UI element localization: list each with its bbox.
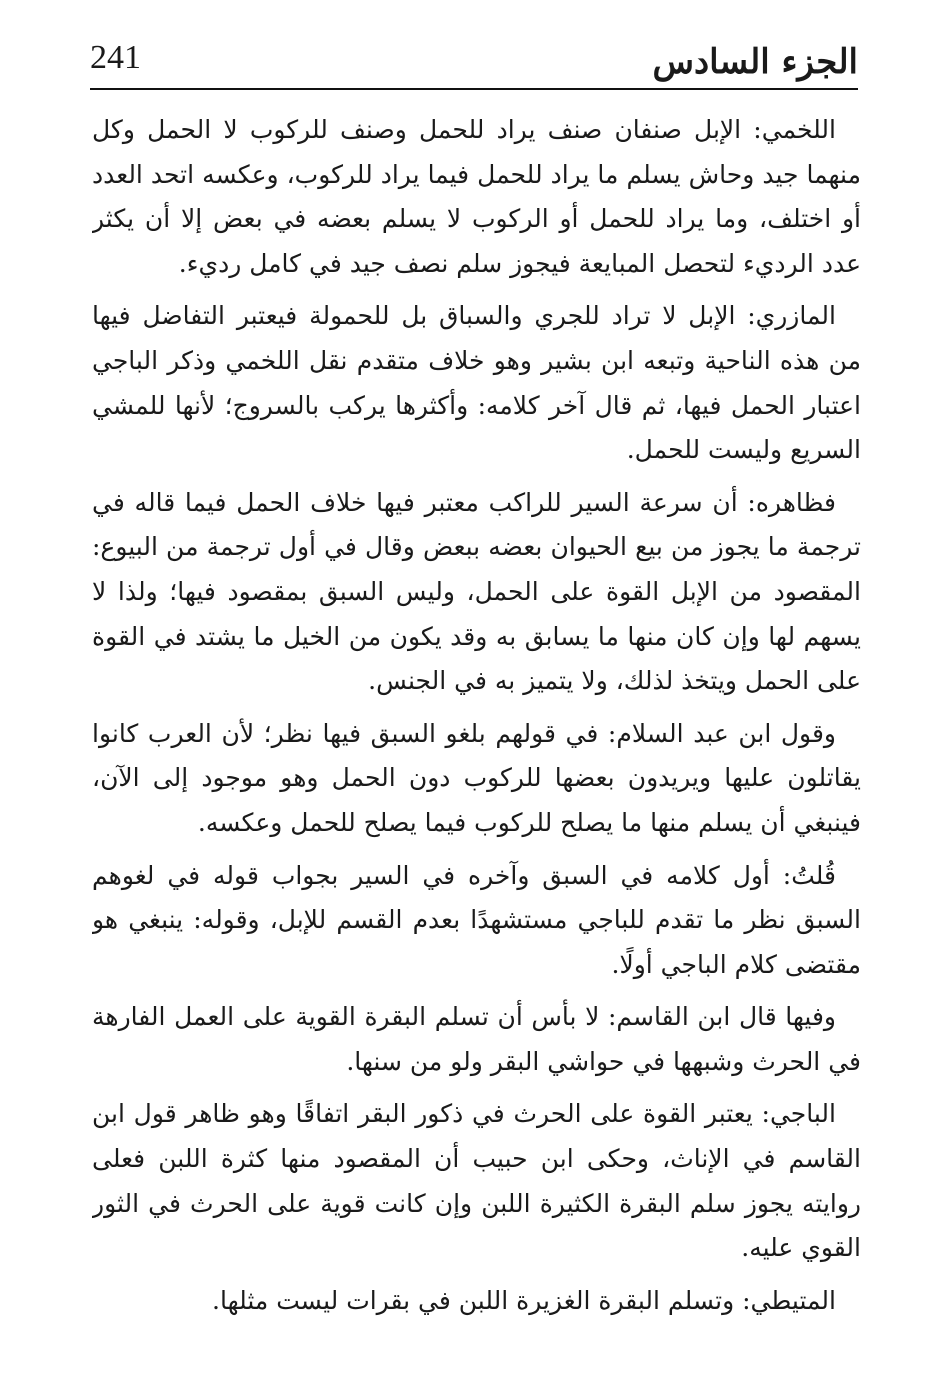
paragraph-mazari: المازري: الإبل لا تراد للجري والسباق بل للحمولة فيعتبر التفاضل فيها من هذه الناحية وتبعه ابن بشير وهو خلاف متقدم نقل اللخمي وذكر الباجي اعتبار الحمل فيها، ثم قال آخر كلامه: وأكثرها يركب بالسروج؛ لأنها للمشي السريع وليست للحمل.: [92, 301, 861, 465]
paragraph-mutiti: المتيطي: وتسلم البقرة الغزيرة اللبن في بقرات ليست مثلها.: [212, 1285, 836, 1315]
paragraph-fazahiruh: فظاهره: أن سرعة السير للراكب معتبر فيها خلاف الحمل فيما قاله في ترجمة ما يجوز من بيع الحيوان بعضه ببعض وقال في أول ترجمة من البيوع: المقصود من الإبل القوة على الحمل، وليس السبق بمقصود فيها؛ ولذا لا يسهم لها وإن كان منها ما يسابق به وقد يكون من الخيل ما يشتد في القوة على الحمل ويتخذ لذلك، ولا يتميز به في الجنس.: [92, 487, 861, 696]
paragraph-lakhmi: اللخمي: الإبل صنفان صنف يراد للحمل وصنف للركوب لا الحمل وكل منهما جيد وحاش يسلم ما يراد للحمل فيما يراد للركوب، وعكسه اتحد العدد أو اختلف، وما يراد للحمل أو الركوب لا يسلم بعضه في بعض إلا أن يكثر عدد الرديء لتحصل المبايعة فيجوز سلم نصف جيد في كامل رديء.: [92, 115, 861, 278]
paragraph-ibn-al-qasim: وفيها قال ابن القاسم: لا بأس أن تسلم البقرة القوية على العمل الفارهة في الحرث وشبهها في حواشي البقر ولو من سنها.: [92, 1002, 861, 1076]
page-number: 241: [90, 39, 141, 76]
paragraph-ibn-abd-al-salam: وقول ابن عبد السلام: في قولهم بلغو السبق فيها نظر؛ لأن العرب كانوا يقاتلون عليها ويريدون بعضها للركوب دون الحمل وهو موجود إلى الآن، فينبغي أن يسلم منها ما يصلح للركوب فيما يصلح للحمل وعكسه.: [92, 718, 861, 837]
paragraph-baji: الباجي: يعتبر القوة على الحرث في ذكور البقر اتفاقًا وهو ظاهر قول ابن القاسم في الإناث، وحكى ابن حبيب أن المقصود منها كثرة اللبن فعلى روايته يجوز سلم البقرة الكثيرة اللبن وإن كانت قوية على الحرث في الثور القوي عليه.: [92, 1099, 861, 1263]
header-divider: [90, 88, 858, 90]
page-body: [92, 108, 861, 1353]
page-header: [90, 28, 858, 88]
running-title: الجزء السادس: [652, 42, 858, 82]
paragraph-qultu: قُلتُ: أول كلامه في السبق وآخره في السير بجواب قوله في لغوهم السبق نظر ما تقدم للباجي مستشهدًا بعدم القسم للإبل، وقوله: ينبغي هو مقتضى كلام الباجي أولًا.: [92, 860, 861, 979]
